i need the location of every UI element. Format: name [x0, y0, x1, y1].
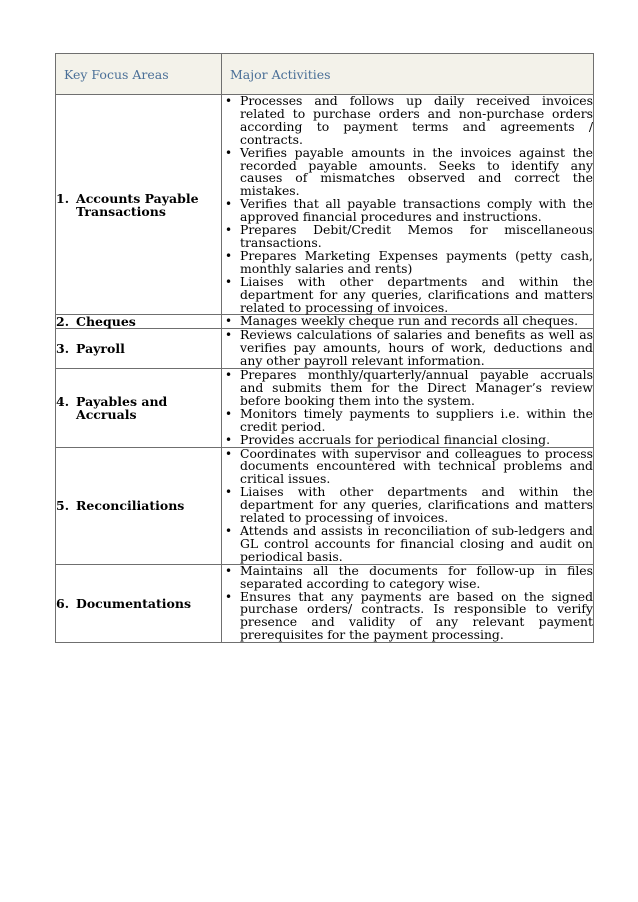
- header-major-activities: Major Activities: [222, 54, 594, 95]
- header-key-focus-areas: Key Focus Areas: [56, 54, 222, 95]
- focus-area-cell: [56, 564, 222, 642]
- key-focus-areas-table: [55, 53, 594, 643]
- activity-item: • Monitors timely payments to suppliers i.e. within the credit period.: [222, 408, 593, 434]
- activity-item: • Liaises with other departments and within the department for any queries, clarifications and matters related to processing of invoices.: [222, 486, 593, 525]
- activities-cell: [222, 447, 594, 564]
- activity-item: • Maintains all the documents for follow-up in files separated according to category wise.: [222, 565, 593, 591]
- activities-cell: [222, 369, 594, 447]
- activity-item: • Manages weekly cheque run and records all cheques.: [222, 315, 593, 328]
- focus-area-number: 6.: [56, 595, 70, 611]
- table-row: [56, 447, 594, 564]
- focus-area-label: Payables and Accruals: [76, 393, 168, 422]
- activity-item: • Prepares monthly/quarterly/annual payable accruals and submits them for the Direct Manager’s review before booking them into the system.: [222, 369, 593, 408]
- table-row: [56, 95, 594, 315]
- activities-cell: [222, 95, 594, 315]
- focus-area-number: 1.: [56, 190, 70, 206]
- focus-area-cell: [56, 329, 222, 369]
- activities-list: [222, 445, 593, 564]
- table-row: [56, 564, 594, 642]
- activity-item: • Verifies payable amounts in the invoices against the recorded payable amounts. Seeks to identify any causes of mismatches observed and correct the mistakes.: [222, 147, 593, 199]
- focus-area-label: Cheques: [76, 314, 136, 330]
- focus-area-cell: [56, 315, 222, 329]
- activities-list: [222, 95, 593, 314]
- focus-area-number: 3.: [56, 341, 70, 357]
- activity-item: • Prepares Debit/Credit Memos for miscellaneous transactions.: [222, 224, 593, 250]
- activities-cell: [222, 329, 594, 369]
- activity-item: • Prepares Marketing Expenses payments (petty cash, monthly salaries and rents): [222, 250, 593, 276]
- activity-item: • Provides accruals for periodical financial closing.: [222, 434, 593, 447]
- focus-area-number: 4.: [56, 393, 70, 409]
- activity-item: • Ensures that any payments are based on the signed purchase orders/ contracts. Is responsible to verify presence and validity of any relevant payment prerequisites for the payment processing.: [222, 591, 593, 643]
- focus-area-number: 5.: [56, 498, 70, 514]
- activity-item: • Reviews calculations of salaries and benefits as well as verifies pay amounts, hours of work, deductions and any other payroll relevant information.: [222, 329, 593, 368]
- activity-item: • Processes and follows up daily received invoices related to purchase orders and non-purchase orders according to payment terms and agreements / contracts.: [222, 95, 593, 147]
- activity-item: • Attends and assists in reconciliation of sub-ledgers and GL control accounts for financial closing and audit on periodical basis.: [222, 525, 593, 564]
- focus-area-label: Reconciliations: [76, 498, 185, 514]
- focus-area-cell: [56, 95, 222, 315]
- activities-list: [222, 562, 593, 643]
- activity-item: • Liaises with other departments and within the department for any queries, clarifications and matters related to processing of invoices.: [222, 276, 593, 315]
- table-header-row: [56, 54, 594, 95]
- activities-list: [222, 329, 593, 368]
- activity-item: • Coordinates with supervisor and colleagues to process documents encountered with technical problems and critical issues.: [222, 448, 593, 487]
- focus-area-number: 2.: [56, 314, 70, 330]
- focus-area-label: Accounts Payable Transactions: [76, 190, 199, 219]
- table-body: [56, 95, 594, 643]
- activities-cell: [222, 564, 594, 642]
- focus-area-label: Documentations: [76, 595, 192, 611]
- activity-item: • Verifies that all payable transactions comply with the approved financial procedures and instructions.: [222, 198, 593, 224]
- focus-area-cell: [56, 447, 222, 564]
- table-row: [56, 329, 594, 369]
- activities-list: [222, 369, 593, 446]
- focus-area-label: Payroll: [76, 341, 125, 357]
- focus-area-cell: [56, 369, 222, 447]
- table-row: [56, 369, 594, 447]
